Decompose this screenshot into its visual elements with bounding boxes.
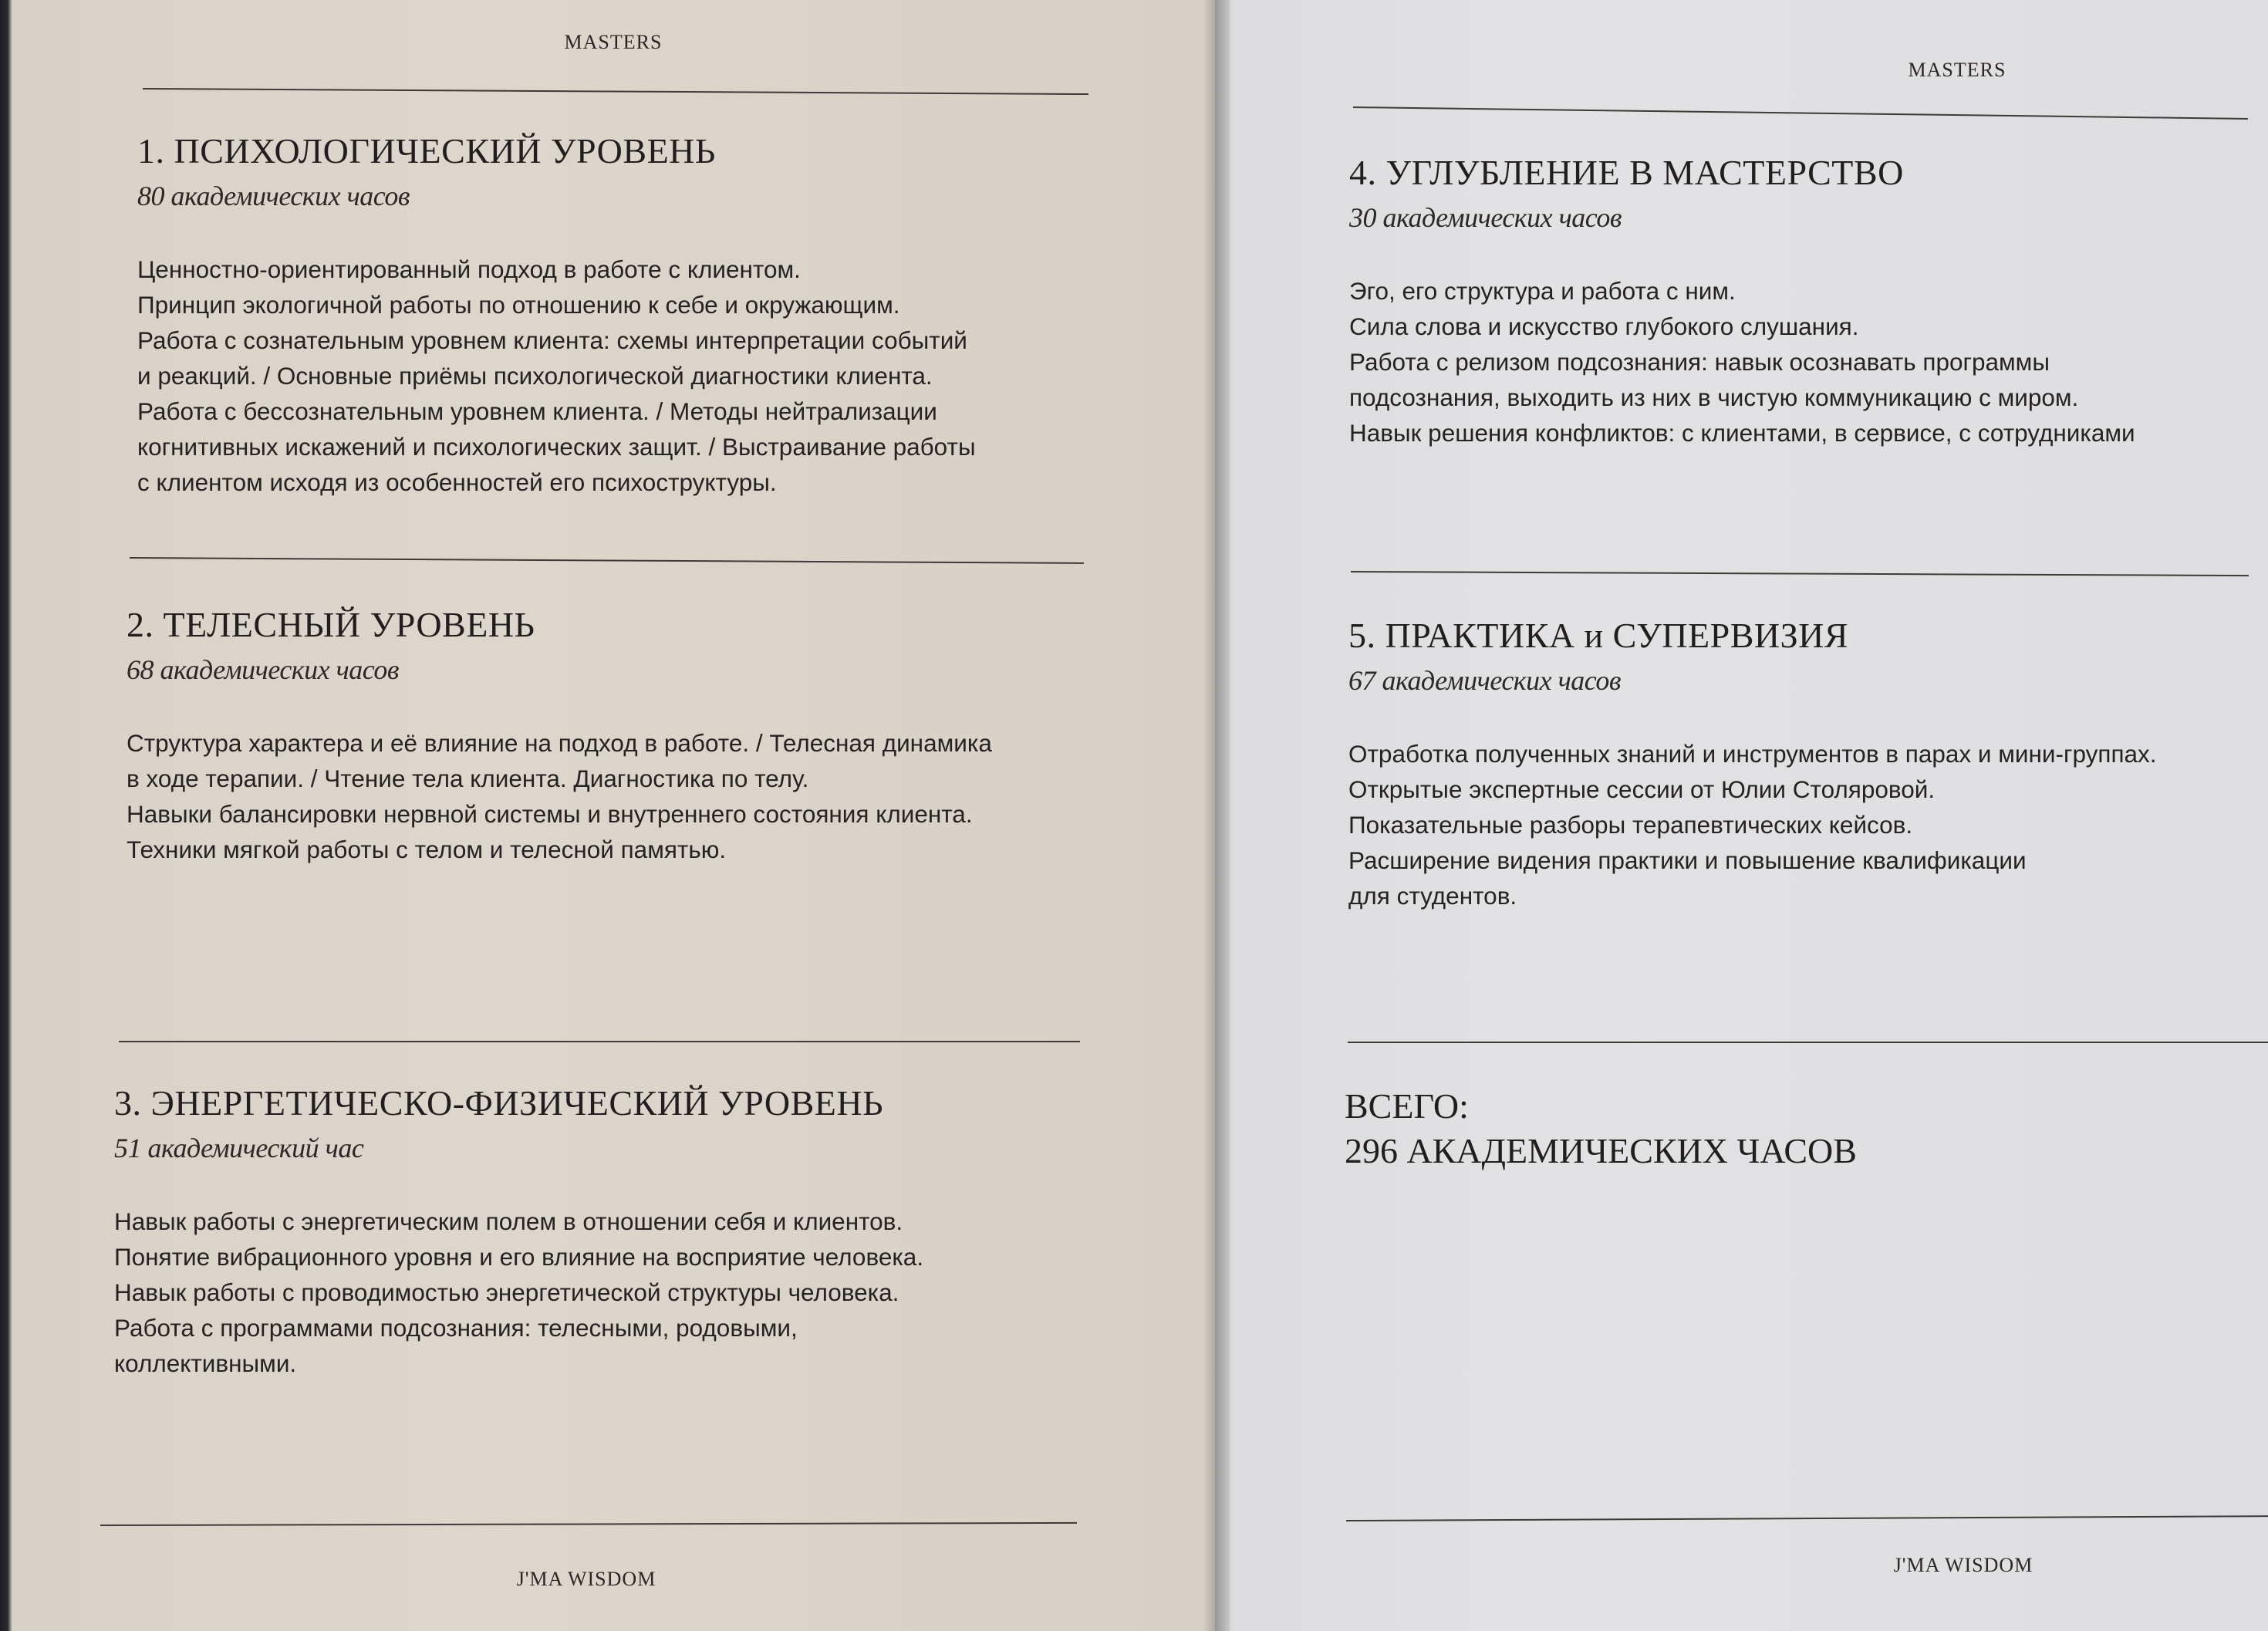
right-top-rule <box>1353 106 2248 120</box>
left-rule-1 <box>130 557 1084 564</box>
body-line: Сила слова и искусство глубокого слушания. <box>1349 312 1859 340</box>
body-line: Расширение видения практики и повышение квалификации <box>1348 846 2027 874</box>
body-line: Показательные разборы терапевтических кейсов. <box>1348 811 1913 839</box>
section-title: 5. ПРАКТИКА и СУПЕРВИЗИЯ <box>1348 616 1849 655</box>
section-body <box>1348 736 2157 913</box>
section-hours: 30 академических часов <box>1349 202 1622 233</box>
section-hours: 51 академический час <box>114 1133 364 1163</box>
body-line: Навык работы с проводимостью энергетической структуры человека. <box>114 1278 899 1306</box>
body-line: когнитивных искажений и психологических защит. / Выстраивание работы <box>137 433 976 461</box>
body-line: Структура характера и её влияние на подход в работе. / Телесная динамика <box>127 729 992 757</box>
left-top-rule <box>143 88 1088 95</box>
body-line: коллективными. <box>114 1349 297 1377</box>
right-page <box>1215 0 2268 1631</box>
left-page-footer: J'MA WISDOM <box>516 1568 656 1590</box>
body-line: Принцип экологичной работы по отношению к себе и окружающим. <box>137 291 900 319</box>
body-line: Работа с релизом подсознания: навык осознавать программы <box>1349 348 2050 376</box>
section-psychological <box>137 130 976 500</box>
body-line: Отработка полученных знаний и инструментов в парах и мини-группах. <box>1348 740 2157 768</box>
body-line: Открытые экспертные сессии от Юлии Столяровой. <box>1348 775 1936 803</box>
section-title: 2. ТЕЛЕСНЫЙ УРОВЕНЬ <box>127 605 535 644</box>
section-title: 4. УГЛУБЛЕНИЕ В МАСТЕРСТВО <box>1349 153 1904 192</box>
total-label: ВСЕГО: <box>1345 1086 1469 1126</box>
body-line: Ценностно-ориентированный подход в работе с клиентом. <box>137 255 801 283</box>
section-practice <box>1348 614 2157 913</box>
left-rule-2 <box>119 1041 1080 1042</box>
right-page-footer: J'MA WISDOM <box>1893 1554 2033 1576</box>
body-line: Работа с программами подсознания: телесными, родовыми, <box>114 1314 798 1342</box>
body-line: подсознания, выходить из них в чистую коммуникацию с миром. <box>1349 383 2079 411</box>
section-title: 3. ЭНЕРГЕТИЧЕСКО-ФИЗИЧЕСКИЙ УРОВЕНЬ <box>114 1083 883 1123</box>
right-rule-1 <box>1351 571 2249 576</box>
body-line: Навыки балансировки нервной системы и внутреннего состояния клиента. <box>127 800 973 828</box>
left-page-header: MASTERS <box>564 31 663 53</box>
section-body <box>137 252 976 500</box>
body-line: для студентов. <box>1348 882 1517 910</box>
section-mastery <box>1349 151 2135 451</box>
body-line: в ходе терапии. / Чтение тела клиента. Диагностика по телу. <box>127 765 809 792</box>
total-hours: 296 АКАДЕМИЧЕСКИХ ЧАСОВ <box>1345 1131 1857 1170</box>
section-body <box>127 725 992 867</box>
section-energy <box>114 1082 923 1381</box>
book-spine-shadow <box>1203 0 1230 1631</box>
right-rule-2 <box>1348 1042 2268 1043</box>
left-bottom-rule <box>100 1522 1077 1526</box>
body-line: Работа с сознательным уровнем клиента: схемы интерпретации событий <box>137 326 967 354</box>
section-hours: 67 академических часов <box>1348 665 1622 696</box>
section-title: 1. ПСИХОЛОГИЧЕСКИЙ УРОВЕНЬ <box>137 131 716 171</box>
body-line: Навык работы с энергетическим полем в отношении себя и клиентов. <box>114 1207 903 1235</box>
body-line: Техники мягкой работы с телом и телесной памятью. <box>127 836 727 863</box>
body-line: Работа с бессознательным уровнем клиента. / Методы нейтрализации <box>137 397 937 425</box>
section-hours: 80 академических часов <box>137 181 410 211</box>
right-page-header: MASTERS <box>1908 59 2006 81</box>
body-line: Навык решения конфликтов: с клиентами, в сервисе, с сотрудниками <box>1349 419 2135 447</box>
body-line: Понятие вибрационного уровня и его влияние на восприятие человека. <box>114 1243 924 1271</box>
body-line: с клиентом исходя из особенностей его психоструктуры. <box>137 468 777 496</box>
section-body-level <box>127 603 992 867</box>
section-body <box>114 1204 923 1381</box>
section-hours: 68 академических часов <box>127 654 400 685</box>
section-body <box>1349 273 2135 451</box>
body-line: Эго, его структура и работа с ним. <box>1349 277 1736 305</box>
body-line: и реакций. / Основные приёмы психологической диагностики клиента. <box>137 362 933 390</box>
right-bottom-rule <box>1346 1515 2268 1521</box>
